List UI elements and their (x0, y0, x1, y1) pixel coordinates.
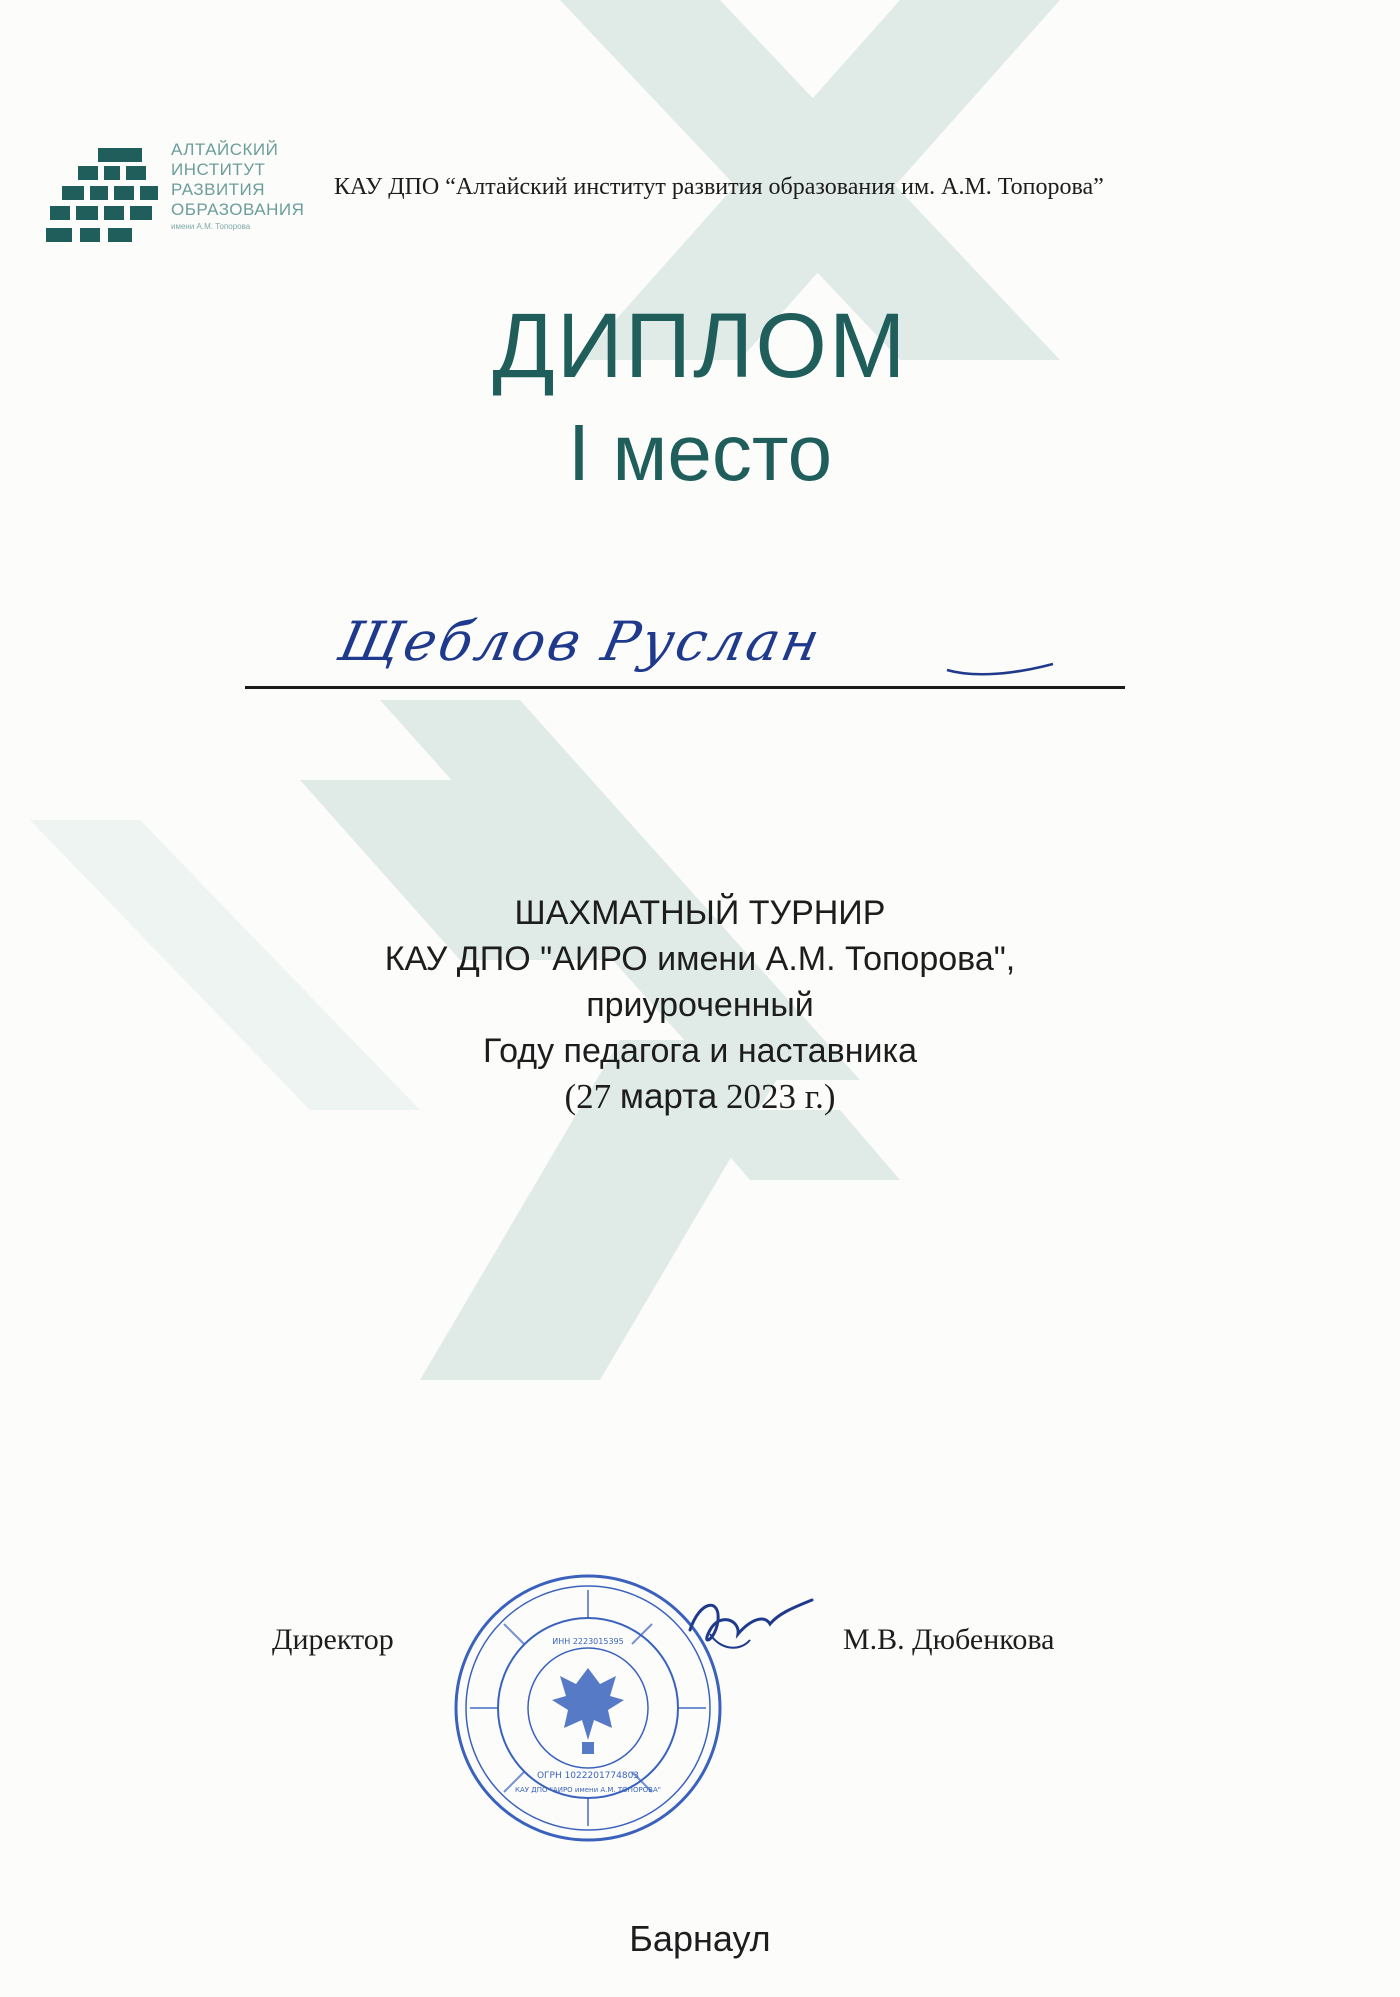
logo-line: АЛТАЙСКИЙ (171, 140, 279, 159)
logo-subline: имени А.М. Топорова (171, 222, 251, 231)
director-signature (680, 1590, 820, 1660)
recipient-field (245, 610, 1125, 690)
event-line: Году педагога и наставника (482, 1032, 918, 1070)
stamp-inn: ИНН 2223015395 (552, 1637, 624, 1646)
logo-line: ОБРАЗОВАНИЯ (171, 200, 305, 219)
city-name: Барнаул (629, 1918, 771, 1959)
recipient-name-handwritten: Щеблов Руслан (333, 610, 828, 673)
stamp-center-text: КАУ ДПО "АИРО имени А.М. ТОПОРОВА" (514, 1786, 662, 1794)
event-description (0, 890, 1400, 1120)
logo-line: ИНСТИТУТ (171, 160, 266, 179)
signatory-name: М.В. Дюбенкова (843, 1623, 1055, 1656)
logo-wordmark (171, 140, 351, 232)
event-date-month: марта (619, 1077, 718, 1116)
diploma-title: ДИПЛОМ (492, 295, 908, 397)
handwriting-flourish (945, 650, 1055, 680)
header (40, 130, 1360, 270)
stamp-ogrn: ОГРН 1022201774803 (536, 1771, 640, 1781)
place-award: I место (567, 408, 833, 497)
event-date-open: (27 (564, 1077, 620, 1116)
event-line: приуроченный (586, 986, 814, 1024)
organization-name: КАУ ДПО “Алтайский институт развития образования им. А.М. Топорова” (334, 174, 1104, 200)
event-line: ШАХМАТНЫЙ ТУРНИР (514, 894, 886, 932)
building-blocks-logo-icon (46, 144, 164, 252)
coat-of-arms-eagle-icon (552, 1668, 624, 1754)
event-date (0, 1074, 1400, 1120)
event-line: КАУ ДПО "АИРО имени А.М. Топорова", (384, 940, 1016, 978)
event-date-close: 2023 г.) (717, 1077, 836, 1116)
logo-line: РАЗВИТИЯ (171, 180, 266, 199)
recipient-underline (245, 686, 1125, 689)
signatory-role: Директор (272, 1623, 394, 1656)
